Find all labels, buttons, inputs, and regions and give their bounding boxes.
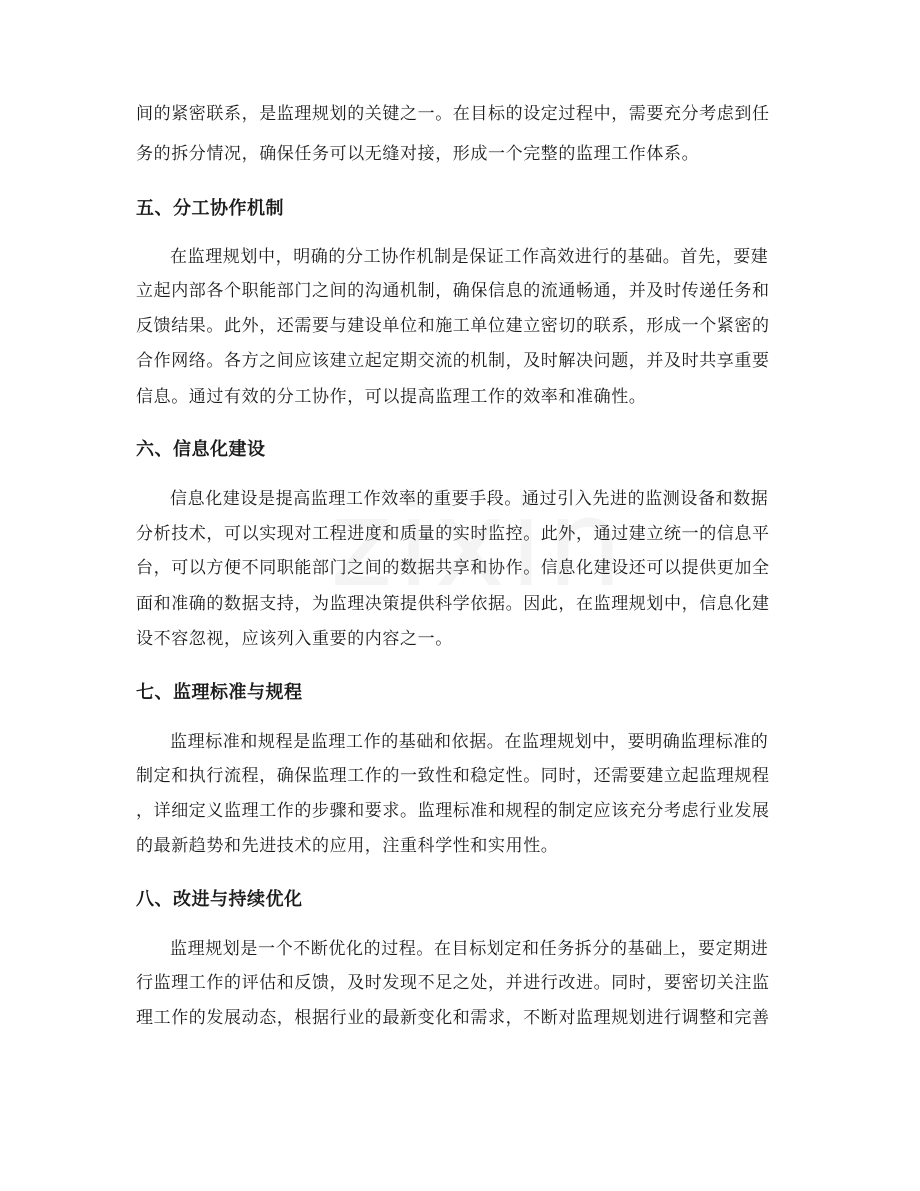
section-heading: 五、分工协作机制 [136, 198, 284, 219]
paragraph-line: 台，可以方便不同职能部门之间的数据共享和协作。信息化建设还可以提供更加全 [136, 558, 770, 578]
paragraph-line: 合作网络。各方之间应该建立起定期交流的机制，及时解决问题，并及时共享重要 [136, 351, 770, 371]
paragraph-line: 在监理规划中，明确的分工协作机制是保证工作高效进行的基础。首先，要建 [170, 247, 769, 267]
paragraph-line: 行监理工作的评估和反馈，及时发现不足之处，并进行改进。同时，要密切关注监 [136, 973, 770, 993]
paragraph-line: ，详细定义监理工作的步骤和要求。监理标准和规程的制定应该充分考虑行业发展 [136, 801, 770, 821]
paragraph-line: 反馈结果。此外，还需要与建设单位和施工单位建立密切的联系，形成一个紧密的 [136, 316, 770, 336]
paragraph-line: 立起内部各个职能部门之间的沟通机制，确保信息的流通畅通，并及时传递任务和 [136, 281, 770, 301]
paragraph-line: 信息化建设是提高监理工作效率的重要手段。通过引入先进的监测设备和数据 [170, 489, 769, 509]
section-heading: 七、监理标准与规程 [136, 682, 303, 703]
paragraph-line: 监理规划是一个不断优化的过程。在目标划定和任务拆分的基础上，要定期进 [170, 939, 769, 959]
paragraph-line: 务的拆分情况，确保任务可以无缝对接，形成一个完整的监理工作体系。 [136, 144, 700, 164]
paragraph-line: 的最新趋势和先进技术的应用，注重科学性和实用性。 [136, 836, 559, 856]
section-heading: 六、信息化建设 [136, 439, 266, 460]
paragraph-line: 监理标准和规程是监理工作的基础和依据。在监理规划中，要明确监理标准的 [170, 732, 769, 752]
section-heading: 八、改进与持续优化 [136, 889, 303, 910]
paragraph-line: 间的紧密联系，是监理规划的关键之一。在目标的设定过程中，需要充分考虑到任 [136, 104, 770, 124]
paragraph-line: 理工作的发展动态，根据行业的最新变化和需求，不断对监理规划进行调整和完善 [136, 1008, 770, 1028]
paragraph-line: 信息。通过有效的分工协作，可以提高监理工作的效率和准确性。 [136, 387, 647, 407]
paragraph-line: 分析技术，可以实现对工程进度和质量的实时监控。此外，通过建立统一的信息平 [136, 524, 770, 544]
paragraph-line: 面和准确的数据支持，为监理决策提供科学依据。因此，在监理规划中，信息化建 [136, 594, 770, 614]
paragraph-line: 制定和执行流程，确保监理工作的一致性和稳定性。同时，还需要建立起监理规程 [136, 766, 770, 786]
paragraph-line: 设不容忽视，应该列入重要的内容之一。 [136, 629, 453, 649]
